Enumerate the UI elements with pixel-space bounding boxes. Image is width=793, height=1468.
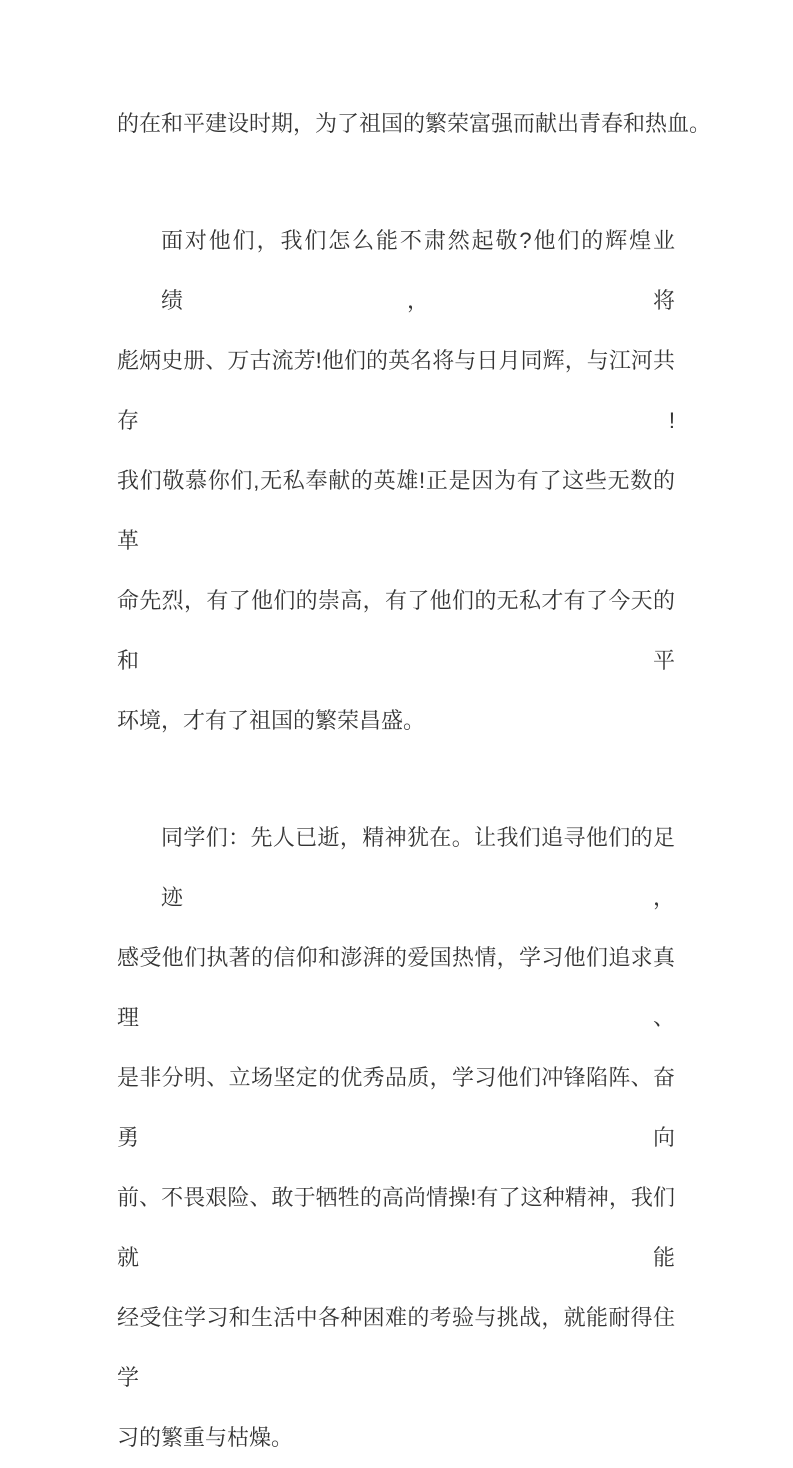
- paragraph-1: [117, 94, 712, 154]
- text-line: 环境，才有了祖国的繁荣昌盛。: [117, 708, 426, 733]
- text-line: 彪炳史册、万古流芳!他们的英名将与日月同辉，与江河共存!: [117, 348, 675, 433]
- text-line: 习的繁重与枯燥。: [117, 1425, 294, 1450]
- paragraph-2: [117, 211, 675, 751]
- text-line: 面对他们，我们怎么能不肃然起敬?他们的辉煌业绩，将: [161, 228, 675, 313]
- text-line: 是非分明、立场坚定的优秀品质，学习他们冲锋陷阵、奋勇向: [117, 1065, 675, 1150]
- text-line: 命先烈，有了他们的崇高，有了他们的无私才有了今天的和平: [117, 588, 675, 673]
- text-line: 我们敬慕你们,无私奉献的英雄!正是因为有了这些无数的革: [117, 468, 675, 553]
- text-line: 经受住学习和生活中各种困难的考验与挑战，就能耐得住学: [117, 1305, 675, 1390]
- text-line: 感受他们执著的信仰和澎湃的爱国热情，学习他们追求真理、: [117, 945, 675, 1030]
- text-line: 同学们：先人已逝，精神犹在。让我们追寻他们的足迹，: [161, 825, 675, 910]
- paragraph-3: [117, 808, 675, 1468]
- text-line: 前、不畏艰险、敢于牺牲的高尚情操!有了这种精神，我们就能: [117, 1185, 675, 1270]
- text-line: 的在和平建设时期，为了祖国的繁荣富强而献出青春和热血。: [117, 111, 712, 136]
